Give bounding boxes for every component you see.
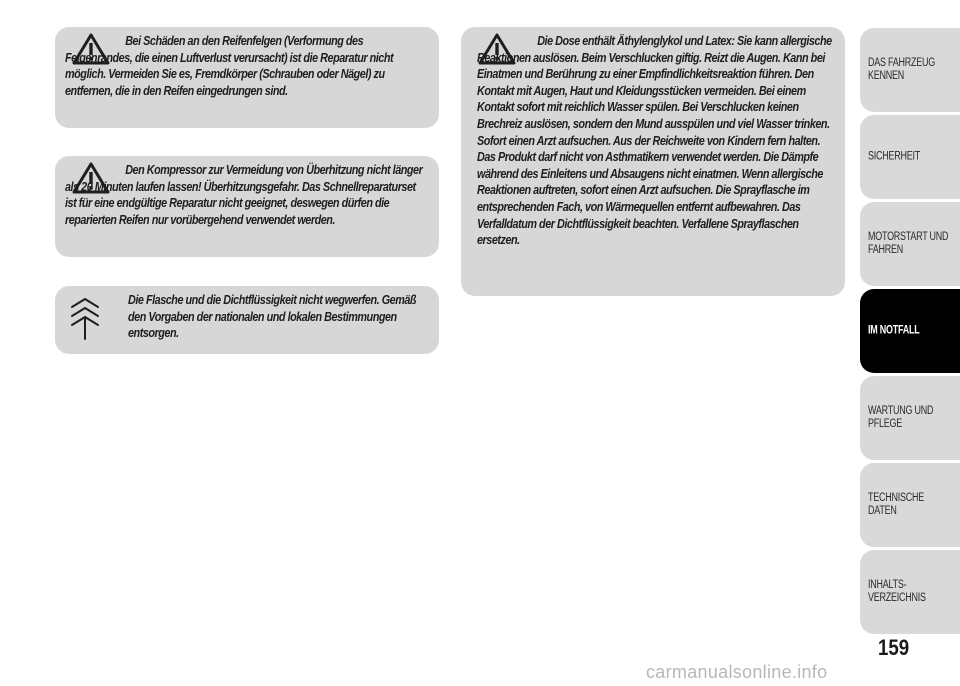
tab-label: WARTUNG UND PFLEGE — [868, 405, 934, 430]
page-number: 159 — [878, 635, 910, 660]
tab-inhaltsverzeichnis[interactable] — [860, 550, 960, 634]
environment-box-disposal — [55, 286, 439, 354]
warning-box-compressor — [55, 156, 439, 257]
tab-label: SICHERHEIT — [868, 150, 920, 163]
tab-label: INHALTS- VERZEICHNIS — [868, 579, 926, 604]
warning-box-can-contents — [461, 27, 845, 296]
tab-motorstart-und-fahren[interactable] — [860, 202, 960, 286]
tab-label: MOTORSTART UND FAHREN — [868, 231, 949, 256]
tab-label: DAS FAHRZEUG KENNEN — [868, 57, 935, 82]
tab-technische-daten[interactable] — [860, 463, 960, 547]
warning-text: Bei Schäden an den Reifenfelgen (Verformung des Felgenrandes, die einen Luftverlust verursacht) ist die Reparatur nicht möglich. Vermeiden Sie es, Fremdkörper (Schrauben oder Nägel) zu entfernen, die in den Reifen eingedrungen sind. — [65, 34, 394, 98]
warning-text: Die Dose enthält Äthylenglykol und Latex: Sie kann allergische Reaktionen auslösen. Beim Verschlucken giftig. Reizt die Augen. Kann bei Einatmen und Berührung zu einer Empfindlichkeitsreaktion führen. Den Kontakt mit Augen, Haut und Kleidungsstücken vermeiden. Bei einem Kontakt sofort mit reichlich Wasser spülen. Bei Verschlucken keinen Brechreiz auslösen, sondern den Mund ausspülen und viel Wasser trinken. Sofort einen Arzt aufsuchen. Aus der Reichweite von Kindern fern halten. Das Produkt darf nicht von Asthmatikern verwendet werden. Die Dämpfe während des Einleitens und Absaugens nicht einatmen. Wenn allergische Reaktionen auftreten, sofort einen Arzt aufsuchen. Die Sprayflasche im entsprechenden Fach, von Wärmequellen entfernt aufbewahren. Das Verfalldatum der Dichtflüssigkeit beachten. Verfallene Sprayflaschen ersetzen. — [477, 34, 832, 248]
tab-wartung-und-pflege[interactable] — [860, 376, 960, 460]
warning-box-rim-damage — [55, 27, 439, 128]
watermark: carmanualsonline.info — [646, 662, 828, 682]
environment-text: Die Flasche und die Dichtflüssigkeit nicht wegwerfen. Gemäß den Vorgaben der nationalen und lokalen Bestimmungen entsorgen. — [128, 293, 417, 341]
tab-label: TECHNISCHE DATEN — [868, 492, 924, 517]
warning-text: Den Kompressor zur Vermeidung von Überhitzung nicht länger als 20 Minuten laufen lassen! Überhitzungsgefahr. Das Schnellreparaturset ist für eine endgültige Reparatur nicht geeignet, deswegen dürfen die reparierten Reifen nur vorübergehend verwendet werden. — [65, 163, 423, 227]
tab-im-notfall[interactable] — [860, 289, 960, 373]
tab-label: IM NOTFALL — [868, 324, 920, 337]
tab-das-fahrzeug-kennen[interactable] — [860, 28, 960, 112]
tab-sicherheit[interactable] — [860, 115, 960, 199]
environment-tree-icon — [67, 295, 103, 341]
